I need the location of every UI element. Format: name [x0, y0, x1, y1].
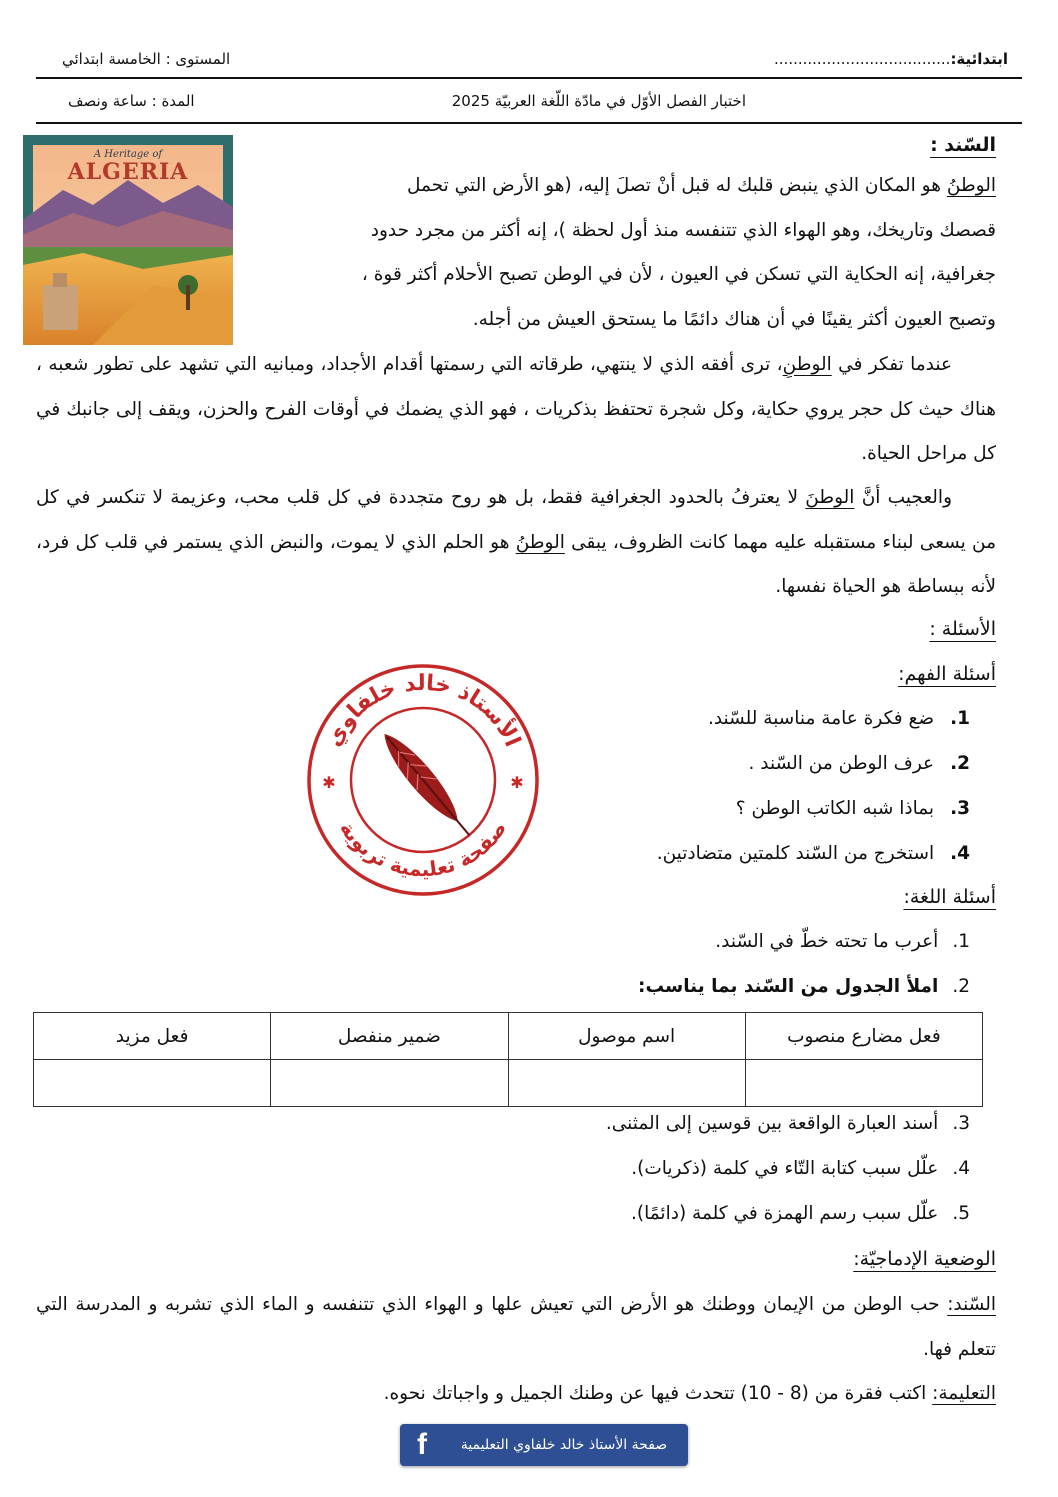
header-divider-top — [36, 77, 1022, 79]
svg-text:الأستاذ خالد خلفاوي — [321, 671, 524, 751]
school-field — [774, 50, 1008, 68]
header-relative-noun: اسم موصول — [508, 1013, 745, 1060]
comprehension-question-2 — [749, 753, 970, 774]
p1-line-3: جغرافية، إنه الحكاية التي تسكن في العيون ، لأن في الوطن تصبح الأحلام أكثر قوة ، — [361, 264, 996, 285]
integration-sanad — [36, 1283, 996, 1372]
facebook-page-banner[interactable] — [400, 1424, 688, 1466]
p3-text-b: لا يعترفُ بالحدود الجغرافية فقط، بل هو روح متجددة في كل قلب محب، وعزيمة لا تنكسر في كل من يسعى لبناء مستقبله عليه مهما كانت الظروف، يبقى — [36, 487, 996, 553]
stamp-top-text: الأستاذ خالد خلفاوي — [321, 670, 525, 751]
language-question-3 — [606, 1113, 970, 1134]
comprehension-question-1 — [708, 708, 970, 729]
p2-text-a: عندما تفكر في — [831, 354, 953, 375]
integration-sanad-label: السّند: — [947, 1294, 996, 1315]
svg-text:صفحة تعليمية تربوية — [335, 816, 511, 881]
question-text: عرف الوطن من السّند . — [748, 753, 935, 774]
p1-line-1 — [247, 164, 996, 209]
grammar-table-answer-row — [34, 1060, 983, 1107]
p2-text-b: ، ترى أفقه الذي لا ينتهي، طرقاته التي رسمتها أقدام الأجداد، ومبانيه التي تشهد على تطور شعبه ، هناك حيث كل حجر يروي حكاية، وكل شجرة تحتفظ بذكريات ، فهو الذي يضمك في أوقات الفرح والحزن، ويقف إلى جانبك في كل مراحل الحياة. — [36, 354, 996, 464]
answer-cell[interactable] — [508, 1060, 745, 1107]
p3-text-a: والعجيب أنَّ — [854, 487, 952, 508]
integration-instruction — [36, 1372, 996, 1417]
language-title: أسئلة اللغة: — [903, 886, 996, 908]
question-text: علّل سبب رسم الهمزة في كلمة (دائمًا). — [630, 1203, 939, 1224]
question-text: علّل سبب كتابة التّاء في كلمة (ذكريات). — [631, 1158, 939, 1179]
header-divider-bottom — [36, 122, 1022, 124]
question-number: 4. — [950, 843, 970, 864]
question-number: 2. — [952, 976, 970, 997]
underlined-word-watan-1: الوطنُ — [946, 175, 996, 196]
question-text: أسند العبارة الواقعة بين قوسين إلى المثنى. — [605, 1113, 939, 1134]
algeria-heritage-image — [23, 135, 233, 345]
level: المستوى : الخامسة ابتدائي — [62, 50, 231, 68]
language-question-5 — [631, 1203, 970, 1224]
p1-line-2: قصصك وتاريخك، وهو الهواء الذي تتنفسه منذ أول لحظة )، إنه أكثر من مجرد حدود — [370, 219, 996, 241]
question-number: 2. — [950, 753, 970, 774]
questions-title: الأسئلة : — [929, 618, 996, 640]
integration-instruction-text: اكتب فقرة من (8 - 10) تتحدث فيها عن وطنك الجميل و واجباتك نحوه. — [383, 1383, 933, 1404]
underlined-word-watan-2: الوطنِ — [782, 354, 832, 375]
teacher-stamp — [305, 662, 541, 898]
question-number: 3. — [950, 798, 970, 819]
integration-title: الوضعية الإدماجيّة: — [853, 1248, 996, 1270]
grammar-table-header-row — [34, 1013, 983, 1060]
passage-title: السّند : — [930, 134, 996, 156]
exam-title: اختبار الفصل الأوّل في مادّة اللّغة العربيّة 2025 — [451, 92, 746, 110]
header-present-verb: فعل مضارع منصوب — [745, 1013, 982, 1060]
algeria-illustration — [23, 135, 233, 345]
answer-cell[interactable] — [271, 1060, 508, 1107]
answer-cell[interactable] — [745, 1060, 982, 1107]
underlined-word-watan-3: الوطنَ — [805, 487, 855, 508]
passage-paragraph-3 — [36, 476, 996, 610]
answer-cell[interactable] — [34, 1060, 271, 1107]
p3-text-c: هو الحلم الذي لا يموت، والنبض الذي يستمر في قلب كل فرد، لأنه ببساطة هو الحياة نفسها. — [36, 531, 996, 597]
grammar-table — [33, 1012, 983, 1107]
header-separate-pronoun: ضمير منفصل — [271, 1013, 508, 1060]
duration: المدة : ساعة ونصف — [68, 92, 195, 110]
question-number: 1. — [952, 931, 970, 952]
image-title: ALGERIA — [67, 159, 189, 185]
header-augmented-verb: فعل مزيد — [34, 1013, 271, 1060]
p1-line-1-text: هو المكان الذي ينبض قلبك له قبل أنْ تصلَ إليه، (هو الأرض التي تحمل — [406, 175, 947, 196]
image-subtitle: A Heritage of — [93, 149, 163, 160]
comprehension-question-3 — [736, 798, 970, 819]
quill-feather-icon — [375, 726, 478, 843]
language-question-2 — [638, 976, 970, 997]
comprehension-question-4 — [657, 843, 970, 864]
question-text: أعرب ما تحته خطّ في السّند. — [715, 931, 939, 952]
facebook-icon: f — [417, 1428, 427, 1461]
facebook-page-text: صفحة الأستاذ خالد خلفاوي التعليمية — [460, 1437, 668, 1453]
question-number: 4. — [952, 1158, 970, 1179]
stamp-star-icon: ✱ — [322, 773, 336, 792]
question-number: 3. — [952, 1113, 970, 1134]
stamp-bottom-text: صفحة تعليمية تربوية — [334, 816, 512, 882]
p1-line-4: وتصبح العيون أكثر يقينًا في أن هناك دائمًا ما يستحق العيش من أجله. — [472, 308, 996, 330]
question-text: استخرج من السّند كلمتين متضادتين. — [656, 843, 935, 864]
underlined-word-watan-4: الوطنُ — [515, 531, 565, 553]
comprehension-title: أسئلة الفهم: — [898, 663, 996, 685]
integration-instruction-label: التعليمة: — [932, 1383, 996, 1404]
question-number: 5. — [952, 1203, 970, 1224]
school-label: ابتدائية: — [950, 50, 1008, 68]
question-text: بماذا شبه الكاتب الوطن ؟ — [735, 798, 935, 819]
question-text: ضع فكرة عامة مناسبة للسّند. — [707, 708, 935, 729]
question-number: 1. — [950, 708, 970, 729]
school-dots: ..................................... — [774, 50, 951, 68]
passage-paragraph-2 — [36, 343, 996, 477]
language-question-4 — [631, 1158, 970, 1179]
integration-sanad-text: حب الوطن من الإيمان ووطنك هو الأرض التي تعيش علها و الهواء الذي تتنفسه و الماء الذي تشربه و المدرسة التي تتعلم فها. — [36, 1294, 996, 1360]
stamp-star-icon: ✱ — [510, 773, 524, 792]
passage-paragraph-1 — [247, 164, 996, 342]
question-text: املأ الجدول من السّند بما يناسب: — [638, 976, 939, 997]
language-question-1 — [715, 931, 970, 952]
